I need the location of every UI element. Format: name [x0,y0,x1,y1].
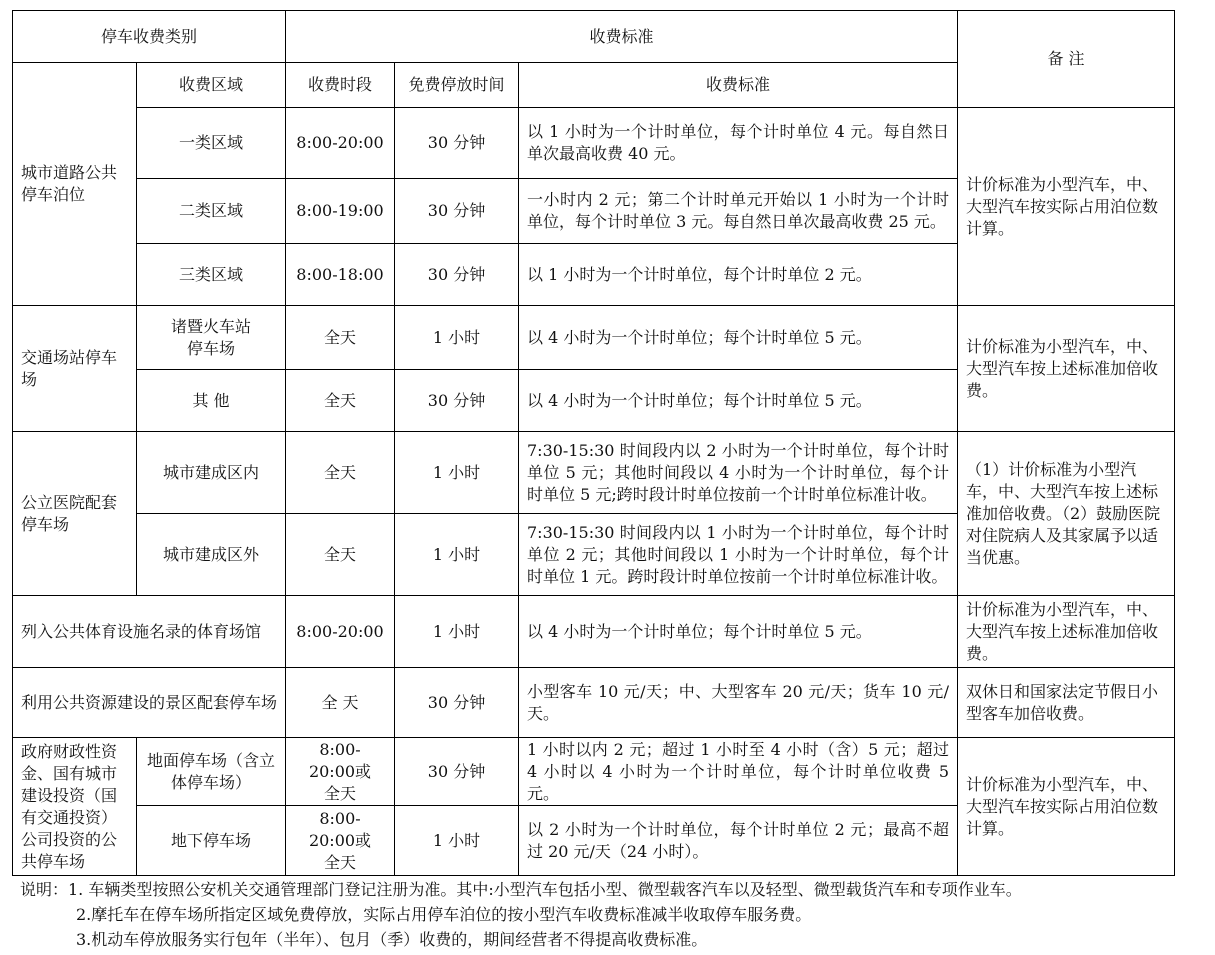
free-time-cell: 1 小时 [395,306,519,370]
area-cell: 地下停车场 [137,806,286,876]
header-category: 停车收费类别 [13,11,286,63]
period-cell: 8:00-19:00 [286,179,395,244]
period-cell: 8:00-18:00 [286,244,395,306]
table-row [13,432,1175,514]
table-row [13,738,1175,806]
standard-cell: 以 1 小时为一个计时单位，每个计时单位 4 元。每自然日单次最高收费 40 元。 [519,108,958,179]
period-cell: 全天 [286,432,395,514]
remark-cell-sports: 计价标准为小型汽车，中、大型汽车按上述标准加倍收费。 [958,596,1175,668]
footnote-3: 3.机动车停放服务实行包年（半年）、包月（季）收费的，期间经营者不得提高收费标准。 [76,930,708,949]
footnotes [20,877,1215,952]
standard-cell: 以 4 小时为一个计时单位；每个计时单位 5 元。 [519,370,958,432]
period-cell: 8:00-20:00 [286,108,395,179]
footnote-2: 2.摩托车在停车场所指定区域免费停放，实际占用停车泊位的按小型汽车收费标准减半收取停车服务费。 [76,905,812,924]
table-row [13,306,1175,370]
table-row [13,668,1175,738]
subheader-period: 收费时段 [286,63,395,108]
period-cell: 8:00-20:00 [286,596,395,668]
free-time-cell: 30 分钟 [395,244,519,306]
standard-cell: 以 1 小时为一个计时单位，每个计时单位 2 元。 [519,244,958,306]
free-time-cell: 30 分钟 [395,108,519,179]
group-name-scenic: 利用公共资源建设的景区配套停车场 [13,668,286,738]
remark-cell-gov: 计价标准为小型汽车，中、大型汽车按实际占用泊位数计算。 [958,738,1175,876]
standard-cell: 1 小时以内 2 元；超过 1 小时至 4 小时（含）5 元；超过 4 小时以 4 小时为一个计时单位，每个计时单位收费 5 元。 [519,738,958,806]
area-cell: 诸暨火车站停车场 [137,306,286,370]
period-cell: 全天 [286,514,395,596]
free-time-cell: 1 小时 [395,514,519,596]
group-name-sports: 列入公共体育设施名录的体育场馆 [13,596,286,668]
area-cell: 城市建成区内 [137,432,286,514]
free-time-cell: 30 分钟 [395,668,519,738]
remark-cell-station: 计价标准为小型汽车，中、大型汽车按上述标准加倍收费。 [958,306,1175,432]
free-time-cell: 30 分钟 [395,370,519,432]
period-cell: 8:00-20:00或全天 [286,806,395,876]
period-cell: 全天 [286,306,395,370]
area-cell: 其 他 [137,370,286,432]
area-cell: 城市建成区外 [137,514,286,596]
remark-cell-road: 计价标准为小型汽车，中、大型汽车按实际占用泊位数计算。 [958,108,1175,306]
header-standard: 收费标准 [286,11,958,63]
remark-cell-hospital: （1）计价标准为小型汽车，中、大型汽车按上述标准加倍收费。（2）鼓励医院对住院病人及其家属予以适当优惠。 [958,432,1175,596]
free-time-cell: 1 小时 [395,596,519,668]
table-row [13,596,1175,668]
subheader-free-time: 免费停放时间 [395,63,519,108]
table-header-row [13,11,1175,63]
subheader-standard: 收费标准 [519,63,958,108]
footnote-1: 说明：1. 车辆类型按照公安机关交通管理部门登记注册为准。其中:小型汽车包括小型、微型载客汽车以及轻型、微型载货汽车和专项作业车。 [20,880,1022,899]
table-row [13,108,1175,179]
group-name-gov: 政府财政性资金、国有城市建设投资（国有交通投资）公司投资的公共停车场 [13,738,137,876]
standard-cell: 小型客车 10 元/天；中、大型客车 20 元/天；货车 10 元/天。 [519,668,958,738]
period-cell: 8:00-20:00或全天 [286,738,395,806]
header-remark: 备 注 [958,11,1175,108]
remark-cell-scenic: 双休日和国家法定节假日小型客车加倍收费。 [958,668,1175,738]
period-cell: 全 天 [286,668,395,738]
standard-cell: 7:30-15:30 时间段内以 1 小时为一个计时单位，每个计时单位 2 元；其他时间段以 1 小时为一个计时单位，每个计时单位 1 元。跨时段计时单位按前一个计时单位标准计收。 [519,514,958,596]
standard-cell: 以 2 小时为一个计时单位，每个计时单位 2 元；最高不超过 20 元/天（24 小时）。 [519,806,958,876]
free-time-cell: 1 小时 [395,432,519,514]
standard-cell: 以 4 小时为一个计时单位；每个计时单位 5 元。 [519,306,958,370]
free-time-cell: 30 分钟 [395,179,519,244]
period-cell: 全天 [286,370,395,432]
group-name-station: 交通场站停车场 [13,306,137,432]
subheader-area: 收费区域 [137,63,286,108]
standard-cell: 7:30-15:30 时间段内以 2 小时为一个计时单位，每个计时单位 5 元；其他时间段以 4 小时为一个计时单位，每个计时单位 5 元;跨时段计时单位按前一个计时单位标准计收。 [519,432,958,514]
standard-cell: 以 4 小时为一个计时单位；每个计时单位 5 元。 [519,596,958,668]
free-time-cell: 30 分钟 [395,738,519,806]
area-cell: 二类区域 [137,179,286,244]
parking-fee-table [12,10,1175,876]
area-cell: 地面停车场（含立体停车场） [137,738,286,806]
group-name-hospital: 公立医院配套停车场 [13,432,137,596]
standard-cell: 一小时内 2 元；第二个计时单元开始以 1 小时为一个计时单位，每个计时单位 3 元。每自然日单次最高收费 25 元。 [519,179,958,244]
area-cell: 一类区域 [137,108,286,179]
area-cell: 三类区域 [137,244,286,306]
free-time-cell: 1 小时 [395,806,519,876]
group-name-road: 城市道路公共停车泊位 [13,63,137,306]
